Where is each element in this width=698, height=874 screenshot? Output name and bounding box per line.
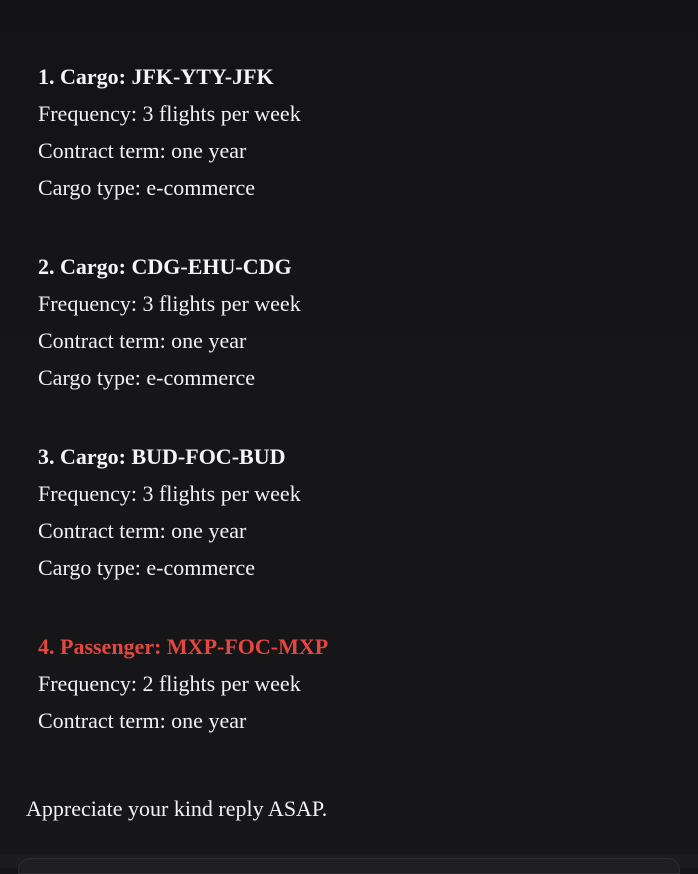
route-entry-cargo-jfk: [38, 58, 658, 206]
reply-bar-edge: [18, 858, 680, 874]
frequency-text: Frequency: 2 flights per week: [38, 671, 301, 696]
contract-term-text: Contract term: one year: [38, 518, 247, 543]
route-title: 1. Cargo: JFK-YTY-JFK: [38, 64, 274, 89]
message-body: [38, 58, 658, 781]
frequency-text: Frequency: 3 flights per week: [38, 291, 301, 316]
closing-line: Appreciate your kind reply ASAP.: [26, 796, 328, 821]
route-entry-passenger-mxp: [38, 628, 658, 739]
bottom-strip: [0, 854, 698, 868]
frequency-text: Frequency: 3 flights per week: [38, 101, 301, 126]
contract-term-text: Contract term: one year: [38, 708, 247, 733]
route-entry-cargo-cdg: [38, 248, 658, 396]
route-title: 3. Cargo: BUD-FOC-BUD: [38, 444, 286, 469]
cargo-type-text: Cargo type: e-commerce: [38, 365, 256, 390]
route-title: 2. Cargo: CDG-EHU-CDG: [38, 254, 292, 279]
route-entry-cargo-bud: [38, 438, 658, 586]
contract-term-text: Contract term: one year: [38, 138, 247, 163]
frequency-text: Frequency: 3 flights per week: [38, 481, 301, 506]
contract-term-text: Contract term: one year: [38, 328, 247, 353]
cargo-type-text: Cargo type: e-commerce: [38, 555, 256, 580]
cargo-type-text: Cargo type: e-commerce: [38, 175, 256, 200]
route-title-highlighted: 4. Passenger: MXP-FOC-MXP: [38, 634, 329, 659]
